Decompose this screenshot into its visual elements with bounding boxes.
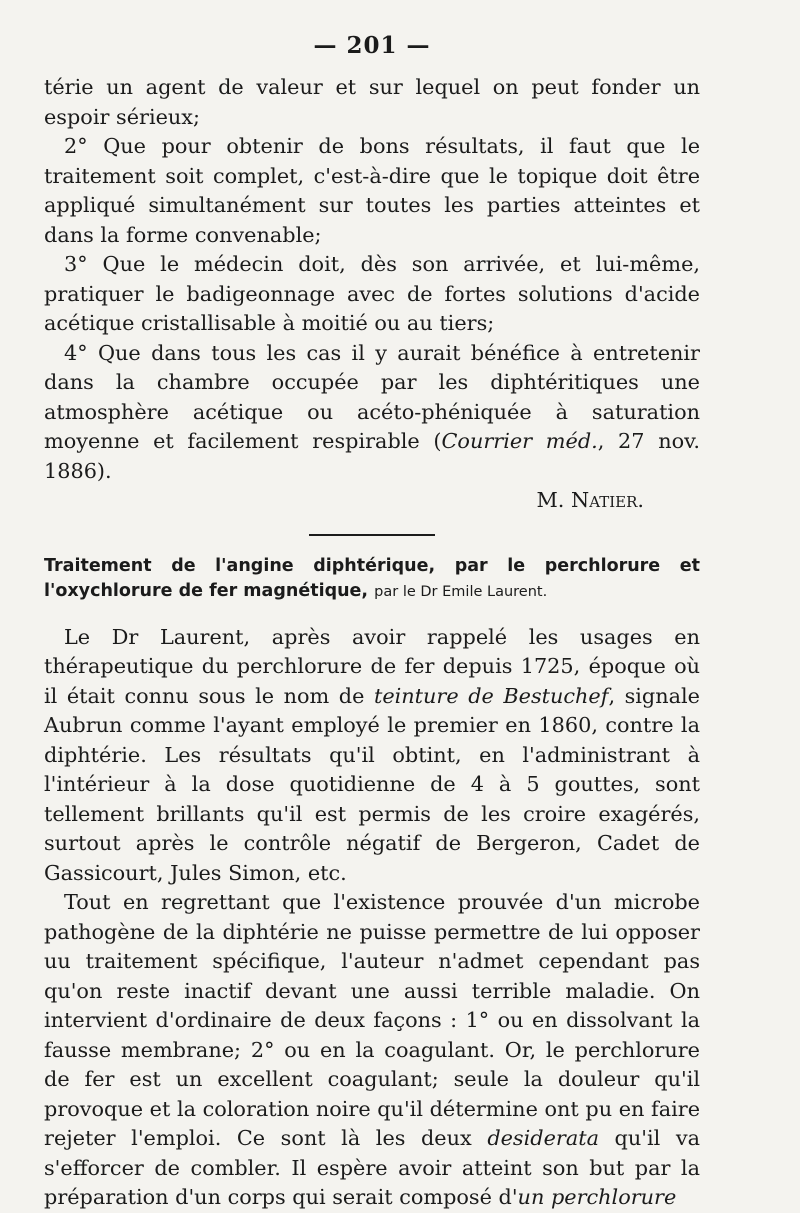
- text-run: , 27 nov. 1886).: [44, 429, 700, 483]
- article-byline: par le Dr Emile Laurent.: [374, 583, 548, 600]
- page-number: — 201 —: [313, 32, 431, 59]
- italic-term: teinture de Bestuchef: [373, 683, 609, 708]
- paragraph-body-1: [44, 623, 700, 889]
- italic-term: desiderata: [487, 1126, 599, 1150]
- paragraph-point-2: 2° Que pour obtenir de bons résultats, il faut que le traitement soit complet, c'est-à-dire que le topique doit être appliqué simultanément sur toutes les parties atteintes et dans la forme convenable;: [44, 134, 700, 247]
- document-page: [44, 30, 700, 1213]
- text-run: 4° Que dans tous les cas il y aurait bénéfice à entretenir dans la chambre occupée par les diphtéritiques une atmosphère acétique ou acéto-phéniquée à saturation moyenne et facilement respirable (: [44, 340, 700, 453]
- paragraph-point-4: [44, 339, 700, 487]
- paragraph-body-2: [44, 888, 700, 1213]
- text-run: , signale Aubrun comme l'ayant employé le premier en 1860, contre la diphtérie. Les résultats qu'il obtint, en l'administrant à l'intérieur à la dose quotidienne de 4 à 5 gouttes, sont tellement brillants qu'il est permis de les croire exagérés, surtout après le contrôle négatif de Bergeron, Cadet de Gassicourt, Jules Simon, etc.: [44, 683, 700, 885]
- article-heading: [44, 554, 700, 605]
- paragraph-point-3: 3° Que le médecin doit, dès son arrivée, et lui-même, pratiquer le badigeonnage avec de fortes solutions d'acide acétique cristallisable à moitié ou au tiers;: [44, 252, 700, 335]
- italic-term: un perchlorure: [517, 1185, 677, 1209]
- text-run: Le Dr Laurent, après avoir rappelé les usages en thérapeutique du perchlorure de fer depuis 1725, époque où il était connu sous le nom de: [44, 624, 700, 708]
- text-run: qu'il va s'efforcer de combler. Il espère avoir atteint son but par la préparation d'un corps qui serait composé d': [44, 1126, 700, 1209]
- text-run: Tout en regrettant que l'existence prouvée d'un microbe pathogène de la diphtérie ne puisse permettre de lui opposer uu traitement spécifique, l'auteur n'admet cependant pas qu'on reste inactif devant une aussi terrible maladie. On intervient d'ordinaire de deux façons : 1° ou en dissolvant la fausse membrane; 2° ou en la coagulant. Or, le perchlorure de fer est un excellent coagulant; seule la douleur qu'il provoque et la coloration noire qu'il détermine ont pu en faire rejeter l'emploi. Ce sont là les deux: [44, 890, 701, 1150]
- citation-italic: Courrier méd.: [441, 429, 598, 453]
- article-title: Traitement de l'angine diphtérique, par le perchlorure et l'oxychlorure de fer magnétique,: [44, 555, 700, 601]
- author-signature: M. Natier.: [536, 488, 644, 512]
- paragraph-continuation: térie un agent de valeur et sur lequel on peut fonder un espoir sérieux;: [44, 75, 700, 129]
- section-divider: [309, 534, 435, 536]
